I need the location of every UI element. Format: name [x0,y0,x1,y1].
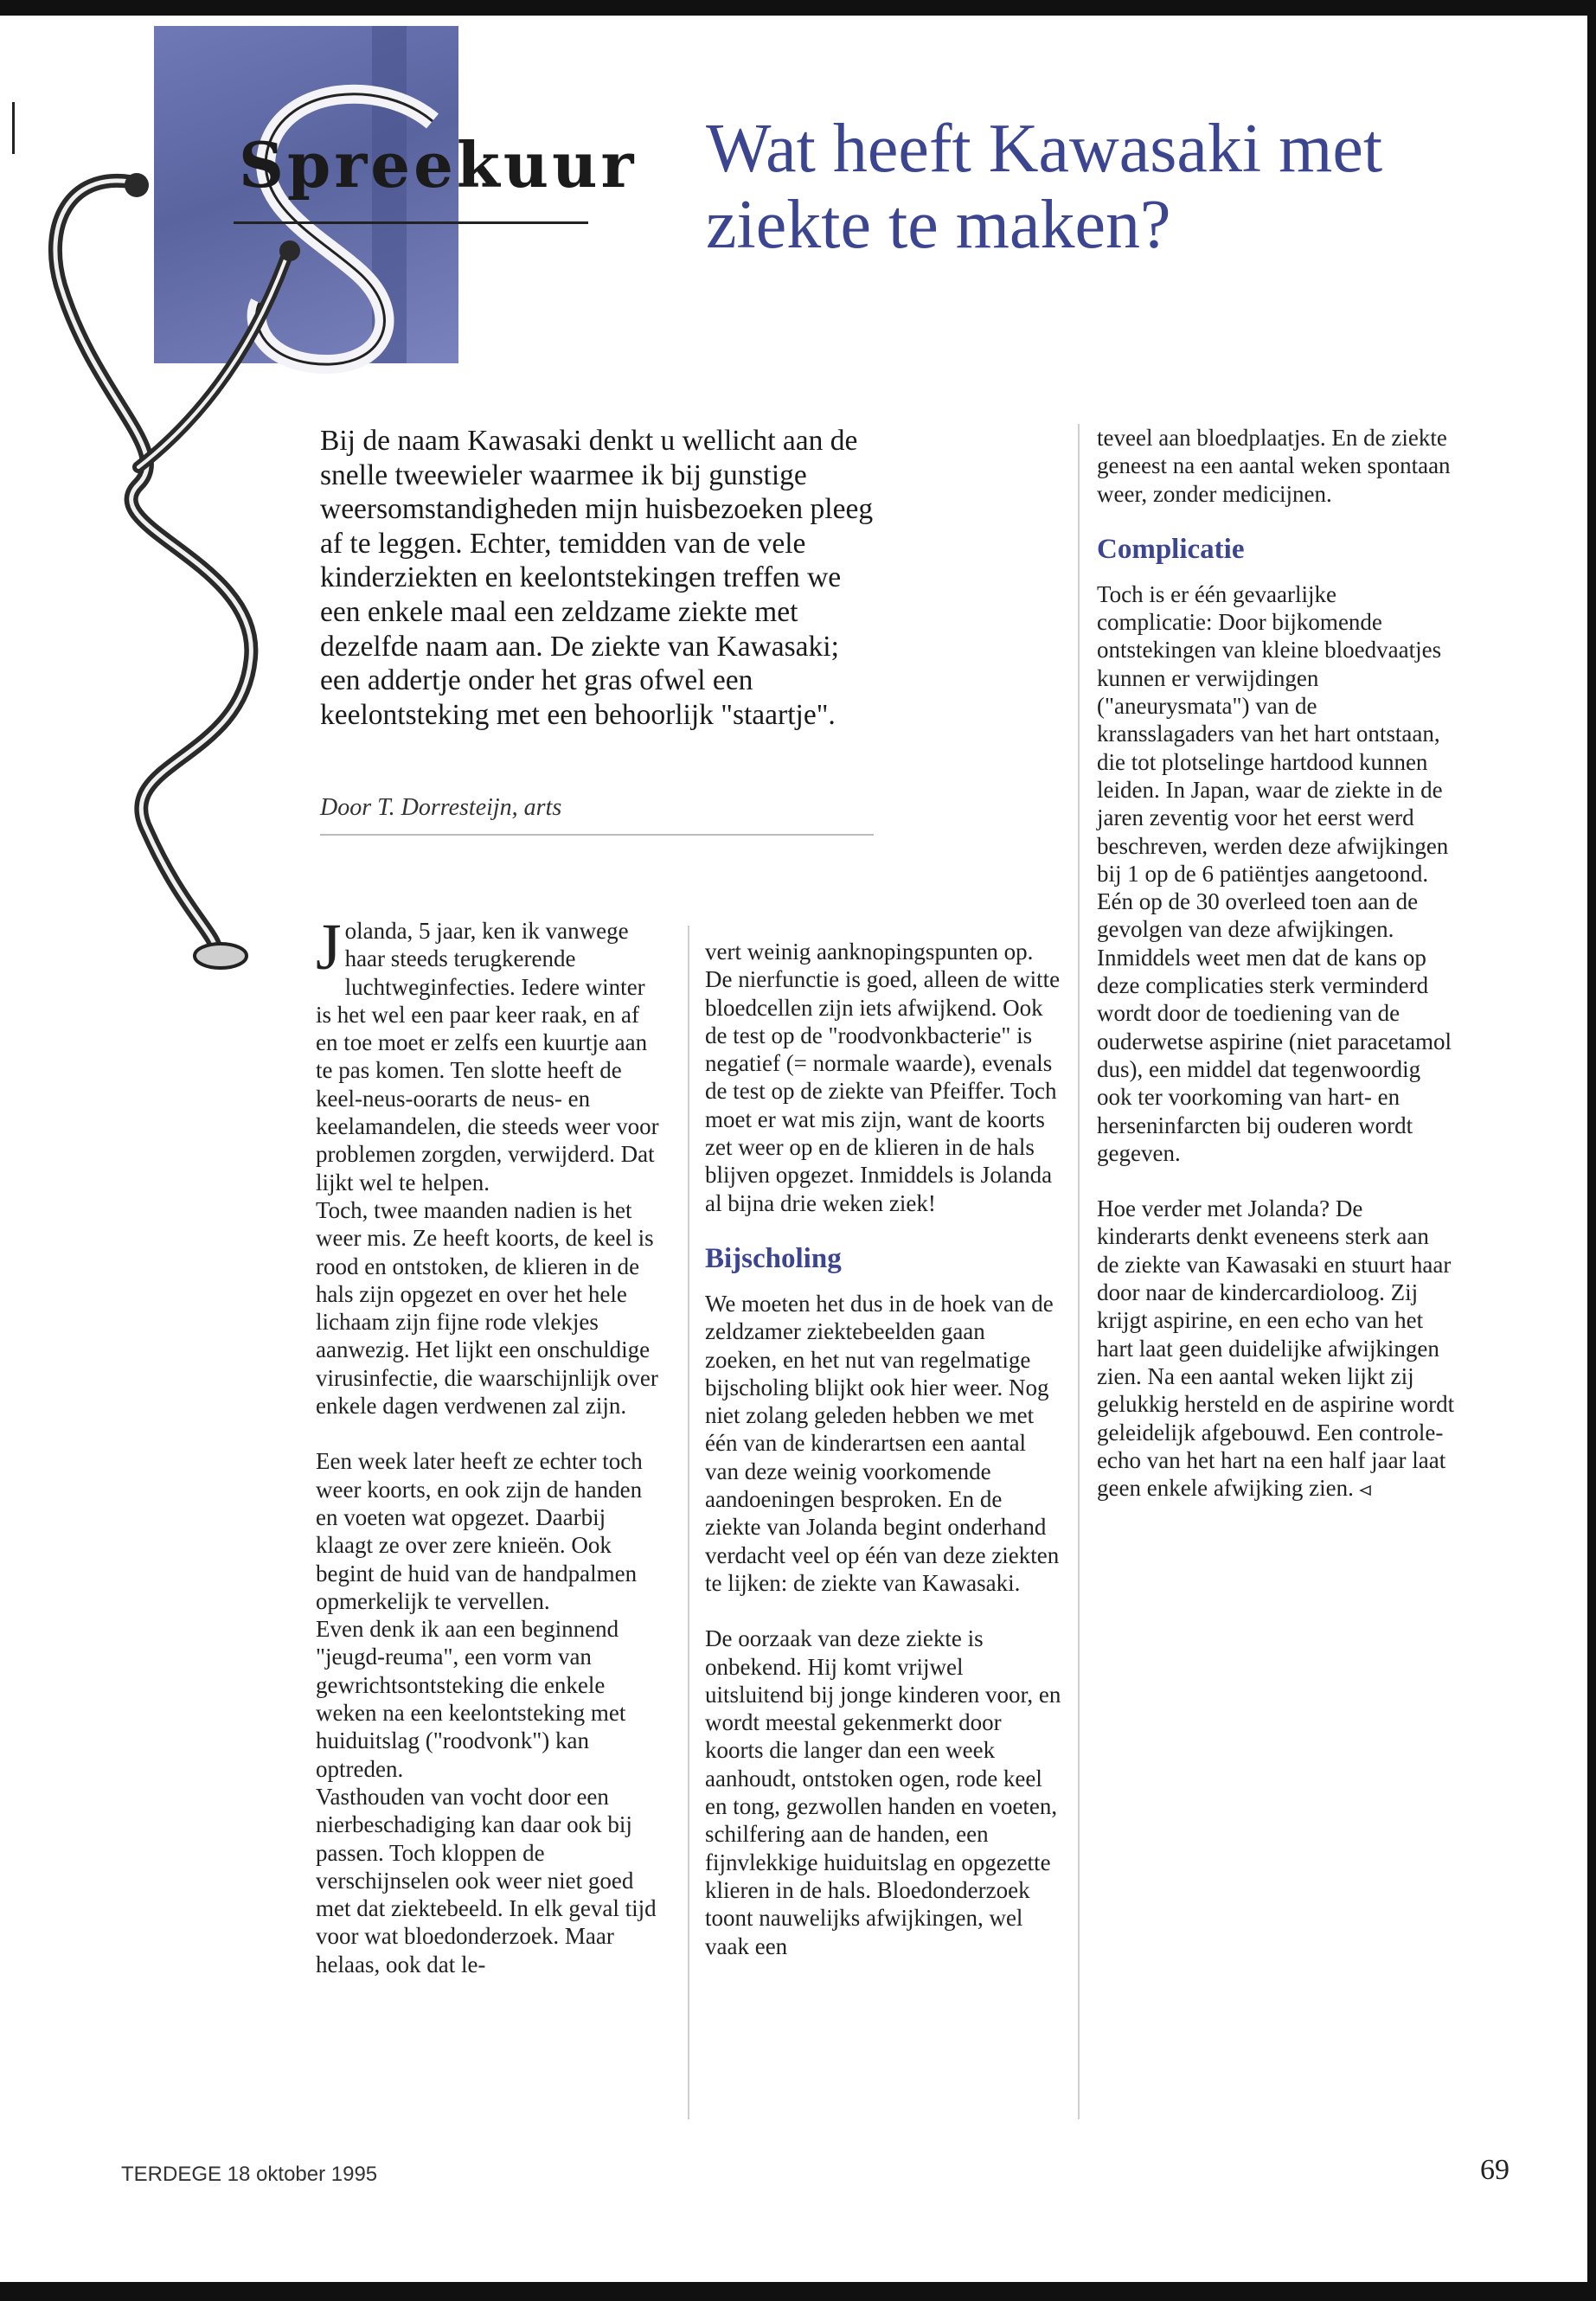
publication-footer: TERDEGE 18 oktober 1995 [121,2163,378,2186]
byline: Door T. Dorresteijn, arts [320,794,562,821]
stethoscope-tube-icon [55,181,251,952]
earpiece-icon [125,173,149,197]
page-number: 69 [1480,2154,1509,2186]
page-edge-bottom [0,2282,1596,2301]
section-logo-rule [234,221,588,224]
column-divider [1078,424,1080,2119]
section-label: Spreekuur [239,128,638,202]
paragraph: teveel aan bloedplaatjes. En de ziekte geneest na een aantal weken spontaan weer, zonder medicijnen. [1097,425,1451,507]
article-column-3 [1097,424,1456,1502]
paragraph: Een week later heeft ze echter toch weer koorts, en ook zijn de handen en voeten wat opgezet. Daarbij klaagt ze over zere knieën. Ook begint de huid van de handpalmen opmerkelijk te vervellen. [316,1448,643,1614]
paragraph: We moeten het dus in de hoek van de zeldzamer ziektebeelden gaan zoeken, en het nut van regelmatige bijscholing blijkt ook hier weer. Nog niet zolang geleden hebben we met één van de kinderartsen een aantal van deze weinig voorkomende aandoeningen besproken. En de ziekte van Jolanda begint onderhand verdacht veel op één van deze ziekten te lijken: de ziekte van Kawasaki. [705,1290,1060,1596]
article-column-2 [705,938,1061,1960]
end-mark-icon [1359,1484,1371,1497]
paragraph: Toch, twee maanden nadien is het weer mis. Ze heeft koorts, de keel is rood en ontstoken, de klieren in de hals zijn opgezet en over het hele lichaam zijn fijne rode vlekjes aanwezig. Het lijkt een onschuldige virusinfectie, die waarschijnlijk over enkele dagen verdwenen zal zijn. [316,1196,658,1420]
chestpiece-icon [195,944,247,968]
subheading: Complicatie [1097,533,1245,565]
article-title: Wat heeft Kawasaki met ziekte te maken? [706,111,1383,263]
paragraph: Toch is er één gevaarlijke complicatie: Door bijkomende ontstekingen van kleine bloedvaatjes kunnen er verwijdingen ("aneurysmata") van de kransslagaders van het hart ontstaan, die tot plotselinge hartdood kunnen leiden. In Japan, waar de ziekte in de jaren zeventig voor het eerst werd beschreven, werden deze afwijkingen bij 1 op de 6 patiëntjes aangetoond. Eén op de 30 overleed toen aan de gevolgen van deze afwijkingen. Inmiddels weet men dat de kans op deze complicaties sterk verminderd wordt door de toediening van de ouderwetse aspirine (niet paracetamol dus), een middel dat tegenwoordig ook ter voorkoming van hart- en herseninfarcten bij ouderen wordt gegeven. [1097,580,1452,1166]
byline-divider [320,834,874,836]
column-divider [688,926,689,2119]
subheading: Bijscholing [705,1242,842,1274]
paragraph: Vasthouden van vocht door een nierbeschadiging kan daar ook bij passen. Toch kloppen de verschijnselen ook weer niet goed met dat ziektebeeld. In elk geval tijd voor wat bloedonderzoek. Maar helaas, ook dat le- [316,1783,657,1977]
drop-cap: J [316,911,342,984]
paragraph-text: olanda, 5 jaar, ken ik vanwege haar steeds terugkerende luchtweginfecties. Iedere winter is het wel een paar keer raak, en af en toe moet er zelfs een kuurtje aan te pas komen. Ten slotte heeft de keel-neus-oorarts de neus- en keelamandelen, die steeds weer voor problemen zorgden, verwijderd. Dat lijkt wel te helpen. [316,918,659,1195]
article-column-1 [316,911,666,1978]
paragraph: Even denk ik aan een beginnend "jeugd-reuma", een vorm van gewrichtsontsteking die enkele weken na een keelontsteking met huiduitslag ("roodvonk") kan optreden. [316,1616,626,1782]
article-intro: Bij de naam Kawasaki denkt u wellicht aan de snelle tweewieler waarmee ik bij gunstige weersomstandigheden mijn huisbezoeken pleeg af te leggen. Echter, temidden van de vele kinderziekten en keelontstekingen treffen we een enkele maal een zeldzame ziekte met dezelfde naam aan. De ziekte van Kawasaki; een addertje onder het gras ofwel een keelontsteking met een behoorlijk "staartje". [320,425,874,731]
paragraph [316,911,666,1196]
paragraph: vert weinig aanknopingspunten op. De nierfunctie is goed, alleen de witte bloedcellen zijn iets afwijkend. Ook de test op de "roodvonkbacterie" is negatief (= normale waarde), evenals de test op de ziekte van Pfeiffer. Toch moet er wat mis zijn, want de koorts zet weer op en de klieren in de hals blijven opgezet. Inmiddels is Jolanda al bijna drie weken ziek! [705,939,1061,1216]
paragraph: De oorzaak van deze ziekte is onbekend. Hij komt vrijwel uitsluitend bij jonge kinderen voor, en wordt meestal gekenmerkt door koorts die langer dan een week aanhoudt, ontstoken ogen, rode keel en tong, gezwollen handen en voeten, schilfering aan de handen, een fijnvlekkige huiduitslag en opgezette klieren in de hals. Bloedonderzoek toont nauwelijks afwijkingen, wel vaak een [705,1625,1061,1959]
paragraph [1097,1195,1456,1502]
paragraph-text: Hoe verder met Jolanda? De kinderarts denkt eveneens sterk aan de ziekte van Kawasaki en stuurt haar door naar de kindercardioloog. Zij krijgt aspirine, en een echo van het hart laat geen duidelijke afwijkingen zien. Na een aantal weken lijkt zij gelukkig hersteld en de aspirine wordt geleidelijk afgebouwd. Een controle-echo van het hart na een half jaar laat geen enkele afwijking zien. [1097,1195,1455,1502]
